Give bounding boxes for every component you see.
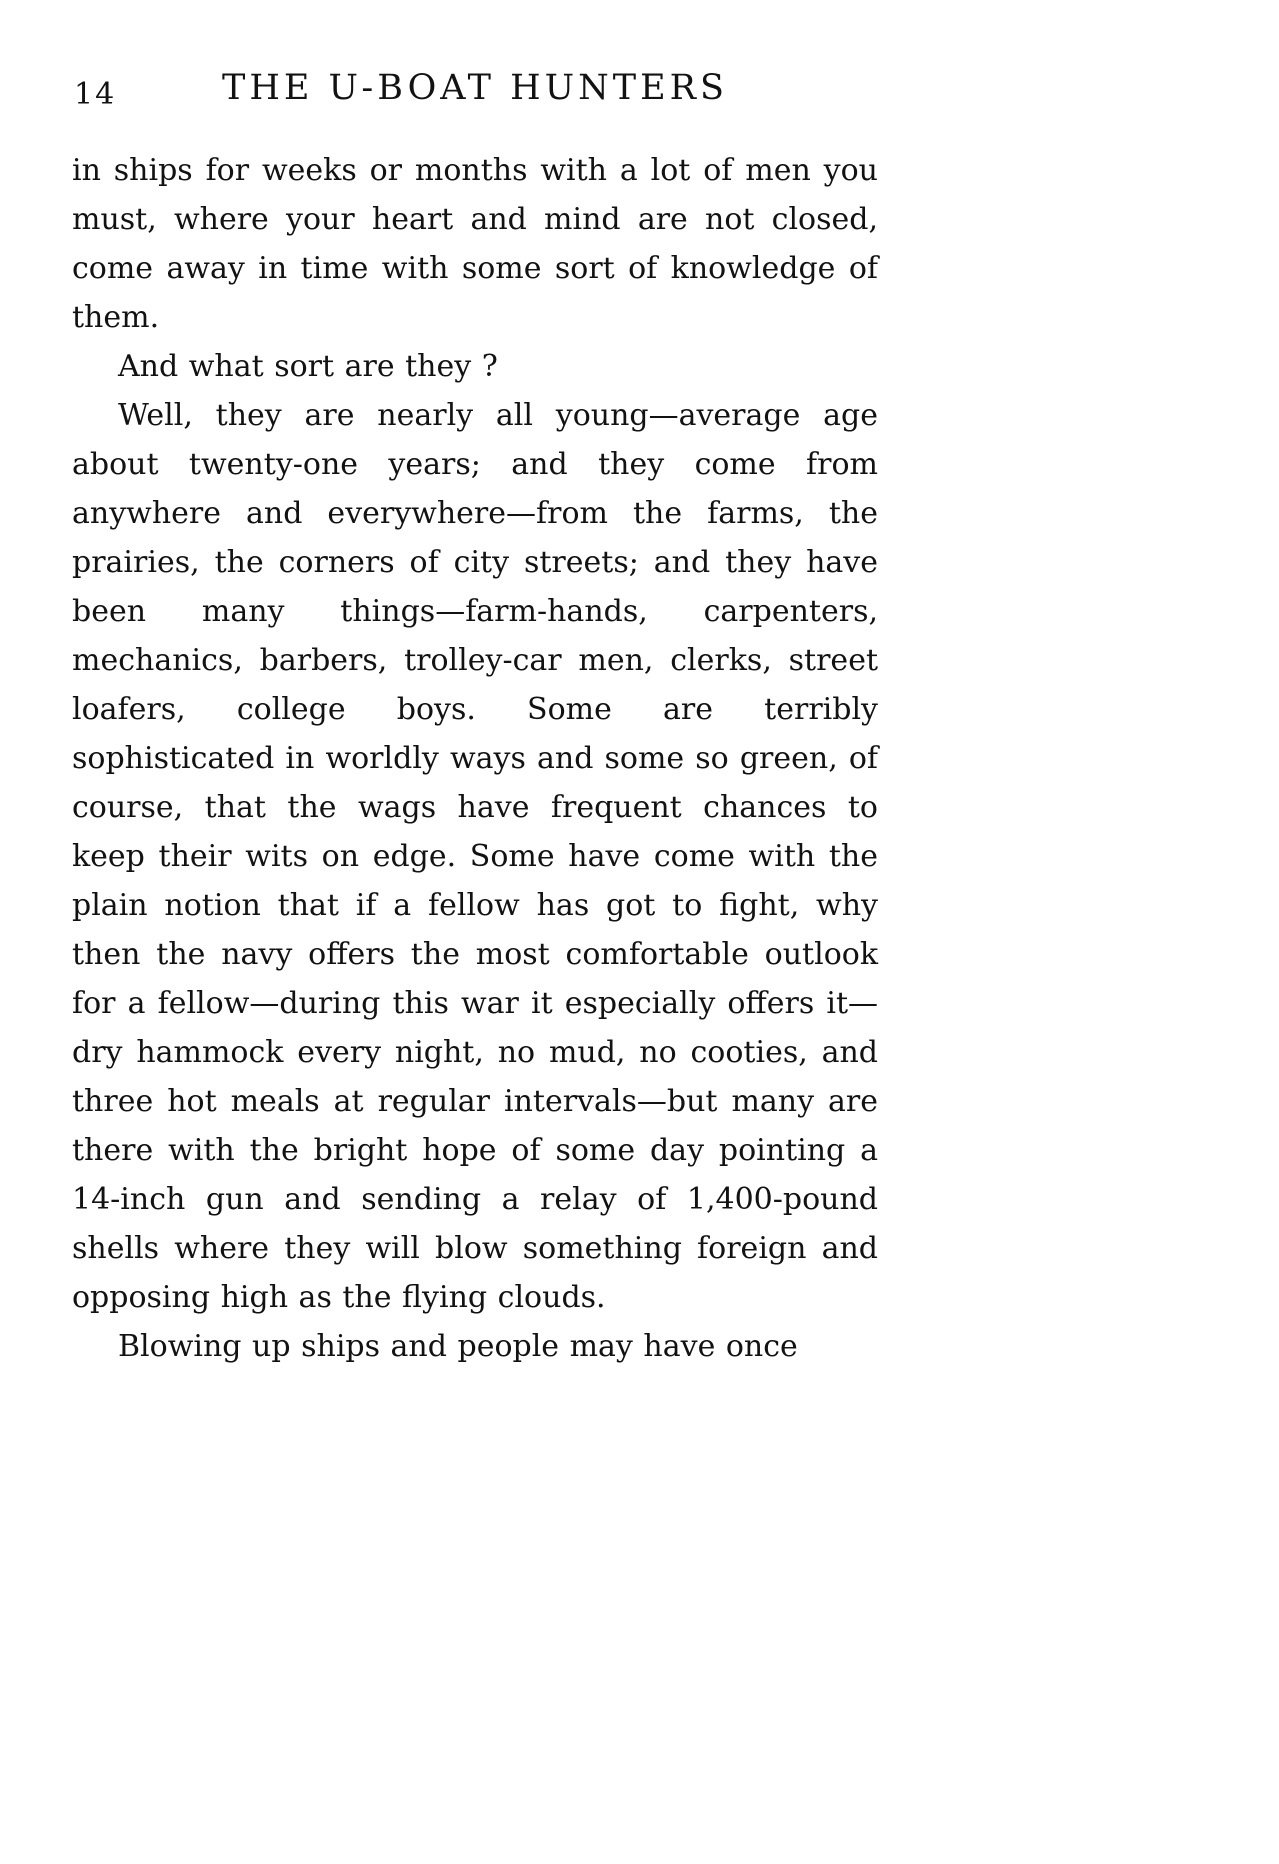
running-header-title: THE U-BOAT HUNTERS <box>221 68 728 108</box>
page-header <box>72 68 878 122</box>
paragraph: And what sort are they ? <box>118 349 498 384</box>
paragraph: Blowing up ships and people may have once <box>118 1329 798 1364</box>
page-body <box>72 146 878 1371</box>
paragraph-continuation: in ships for weeks or months with a lot of men you must, where your heart and mind are not closed, come away in time with some sort of knowledge of them. <box>72 153 878 335</box>
page-number: 14 <box>74 77 117 112</box>
paragraph: Well, they are nearly all young—average age about twenty-one years; and they come from anywhere and everywhere—from the farms, the prairies, the corners of city streets; and they have been many things—farm-hands, carpenters, mechanics, barbers, trolley-car men, clerks, street loafers, college boys. Some are terribly sophisticated in worldly ways and some so green, of course, that the wags have frequent chances to keep their wits on edge. Some have come with the plain notion that if a fellow has got to fight, why then the navy offers the most comfortable outlook for a fellow—during this war it especially offers it—dry hammock every night, no mud, no cooties, and three hot meals at regular intervals—but many are there with the bright hope of some day pointing a 14-inch gun and sending a relay of 1,400-pound shells where they will blow something foreign and opposing high as the flying clouds. <box>72 398 878 1315</box>
